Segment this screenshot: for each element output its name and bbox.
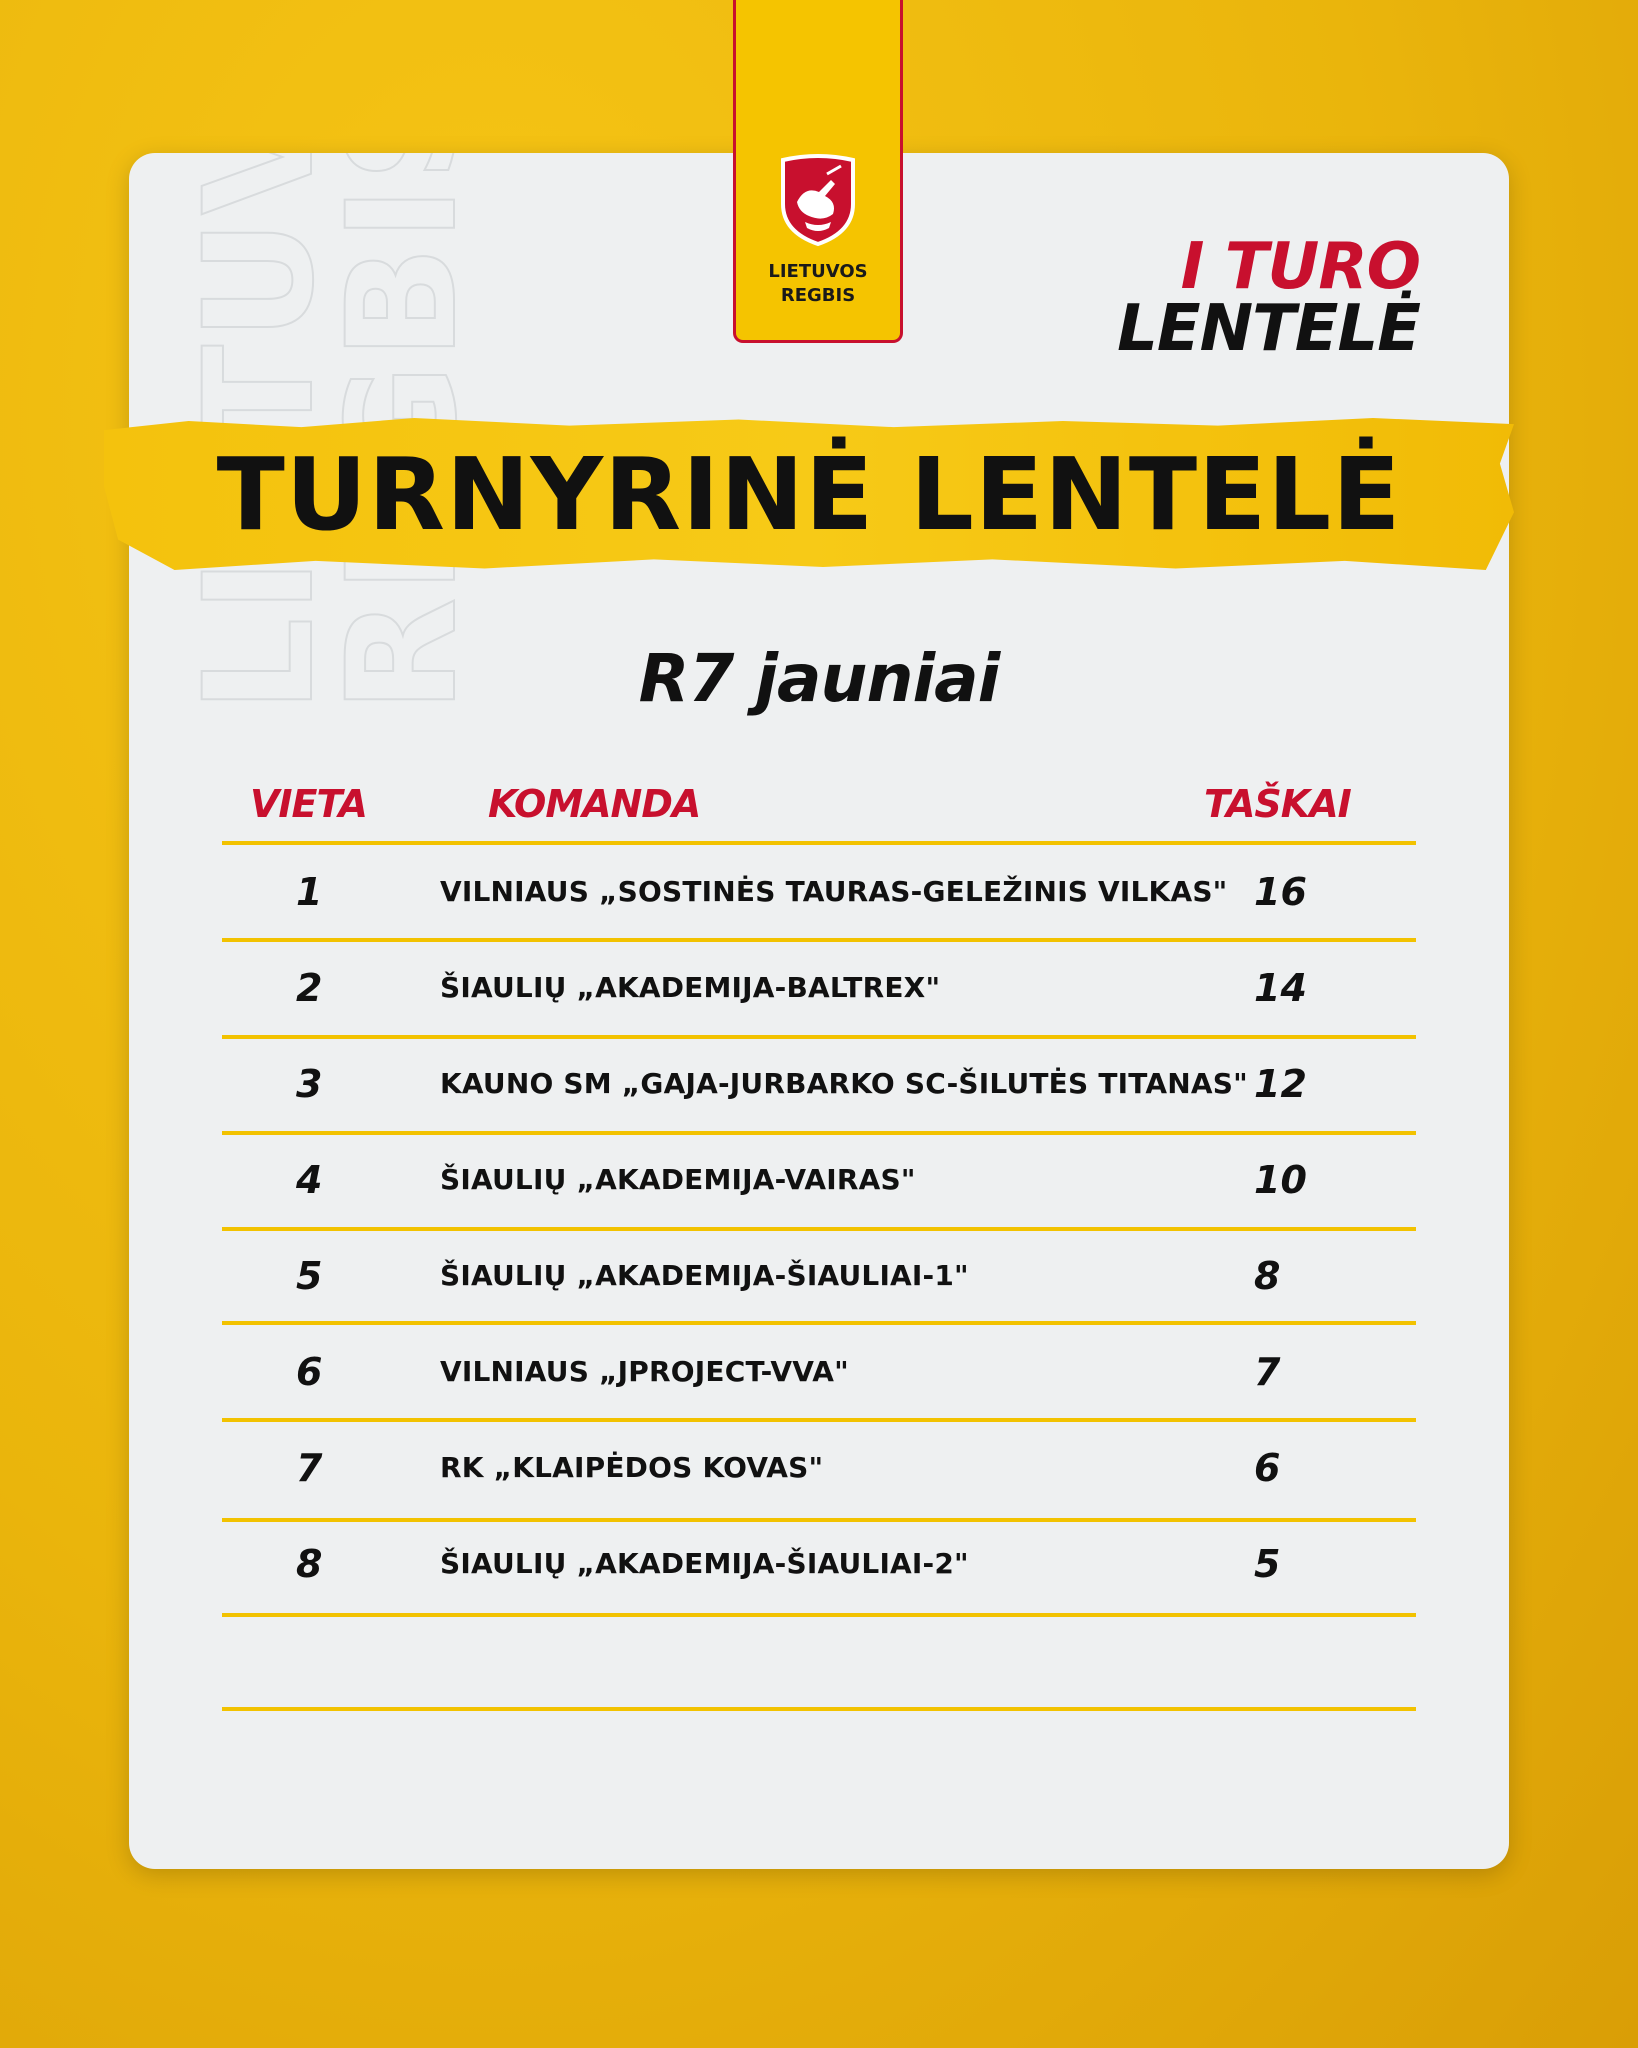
row-team: ŠIAULIŲ „AKADEMIJA-ŠIAULIAI-2" [440, 1547, 969, 1580]
logo-wordmark [768, 260, 867, 308]
division-subtitle: R7 jauniai [638, 640, 1000, 717]
table-divider [222, 1613, 1416, 1617]
row-team: ŠIAULIŲ „AKADEMIJA-ŠIAULIAI-1" [440, 1259, 969, 1292]
row-team: VILNIAUS „SOSTINĖS TAURAS-GELEŽINIS VILKAS" [440, 875, 1228, 908]
row-team: ŠIAULIŲ „AKADEMIJA-VAIRAS" [440, 1163, 916, 1196]
table-divider [222, 1707, 1416, 1711]
column-header-rank: VIETA [250, 782, 367, 826]
row-points: 5 [1254, 1542, 1281, 1586]
rugby-federation-shield-icon [775, 152, 861, 248]
row-points: 8 [1254, 1254, 1281, 1298]
table-row [222, 942, 1416, 1034]
row-points: 16 [1254, 870, 1307, 914]
table-row [222, 1326, 1416, 1418]
row-points: 14 [1254, 966, 1307, 1010]
logo-tab [733, 0, 903, 343]
row-points: 6 [1254, 1446, 1281, 1490]
table-row [222, 1422, 1416, 1514]
row-points: 10 [1254, 1158, 1307, 1202]
table-divider [222, 1321, 1416, 1325]
row-rank: 5 [296, 1254, 323, 1298]
table-row [222, 1230, 1416, 1322]
row-rank: 8 [296, 1542, 323, 1586]
table-row [222, 1134, 1416, 1226]
table-row [222, 846, 1416, 938]
row-team: RK „KLAIPĖDOS KOVAS" [440, 1451, 824, 1484]
round-title-line-2: LENTELĖ [1117, 292, 1420, 366]
row-rank: 2 [296, 966, 323, 1010]
row-team: VILNIAUS „JPROJECT-VVA" [440, 1355, 849, 1388]
row-rank: 1 [296, 870, 323, 914]
table-row [222, 1518, 1416, 1610]
logo-line-2: REGBIS [780, 285, 856, 306]
table-row [222, 1038, 1416, 1130]
row-rank: 6 [296, 1350, 323, 1394]
row-team: ŠIAULIŲ „AKADEMIJA-BALTREX" [440, 971, 941, 1004]
round-title [1117, 230, 1420, 366]
row-rank: 3 [296, 1062, 323, 1106]
round-title-line-1: I TURO [1180, 230, 1420, 304]
page-title: TURNYRINĖ LENTELĖ [216, 435, 1402, 553]
row-points: 12 [1254, 1062, 1307, 1106]
column-header-team: KOMANDA [488, 782, 701, 826]
table-divider [222, 841, 1416, 845]
row-rank: 4 [296, 1158, 323, 1202]
row-points: 7 [1254, 1350, 1281, 1394]
row-team: KAUNO SM „GAJA-JURBARKO SC-ŠILUTĖS TITANAS" [440, 1067, 1248, 1100]
row-rank: 7 [296, 1446, 323, 1490]
logo-line-1: LIETUVOS [768, 261, 868, 282]
column-header-points: TAŠKAI [1204, 782, 1351, 826]
